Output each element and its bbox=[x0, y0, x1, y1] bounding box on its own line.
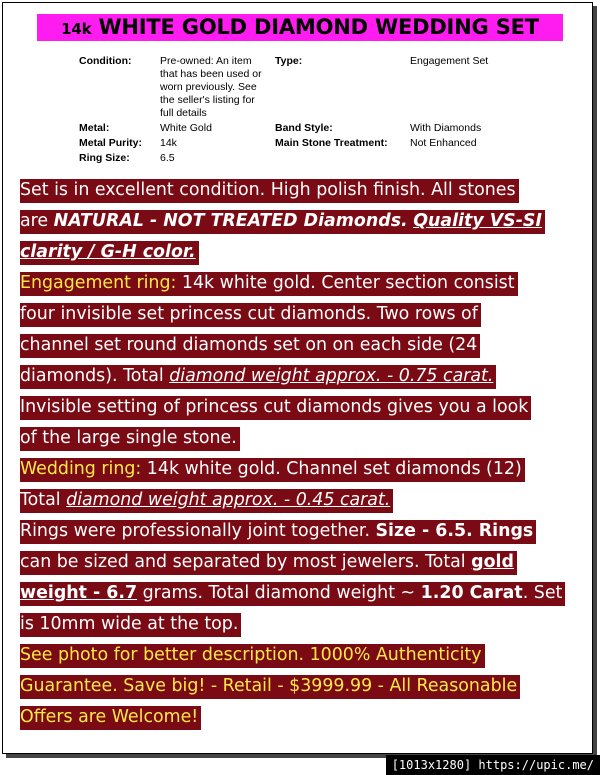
main-stone-treatment-label: Main Stone Treatment: bbox=[275, 137, 388, 149]
desc-text: diamonds). Total bbox=[20, 366, 170, 386]
desc-text-group bbox=[20, 458, 525, 482]
metal-value: White Gold bbox=[160, 122, 212, 134]
desc-text: is 10mm wide at the top. bbox=[20, 613, 241, 637]
clarity-note: clarity / G-H color. bbox=[20, 241, 199, 265]
desc-line bbox=[20, 516, 580, 547]
band-style-value: With Diamonds bbox=[410, 122, 482, 134]
desc-text: four invisible set princess cut diamonds. Two rows of bbox=[20, 303, 481, 327]
desc-line bbox=[20, 702, 580, 733]
desc-line bbox=[20, 578, 580, 609]
promo-text: See photo for better description. 1000% Authenticity bbox=[20, 644, 485, 668]
desc-line bbox=[20, 547, 580, 578]
desc-line bbox=[20, 454, 580, 485]
metal-purity-label: Metal Purity: bbox=[79, 137, 143, 149]
desc-text-group bbox=[20, 365, 496, 389]
desc-text: grams. Total diamond weight ~ bbox=[137, 583, 421, 603]
desc-text-group bbox=[20, 489, 393, 513]
title-main: WHITE GOLD DIAMOND WEDDING SET bbox=[91, 15, 539, 39]
natural-diamonds-note: NATURAL - NOT TREATED Diamonds. bbox=[53, 211, 408, 231]
engagement-ring-label: Engagement ring: bbox=[20, 273, 177, 293]
desc-line bbox=[20, 361, 580, 392]
ring-size-value: 6.5 bbox=[160, 152, 175, 164]
desc-text-group bbox=[20, 272, 518, 296]
ring-size-label: Ring Size: bbox=[79, 152, 130, 164]
engagement-weight-note: diamond weight approx. - 0.75 carat. bbox=[169, 366, 494, 386]
desc-line bbox=[20, 206, 580, 237]
desc-text: Set is in excellent condition. High polish finish. All stones bbox=[20, 179, 519, 203]
desc-line bbox=[20, 423, 580, 454]
condition-line-2: that has been used or bbox=[160, 68, 262, 80]
condition-label: Condition: bbox=[79, 55, 132, 67]
condition-line-5: full details bbox=[160, 107, 207, 119]
desc-text-group bbox=[20, 551, 517, 575]
desc-line bbox=[20, 485, 580, 516]
promo-text: Offers are Welcome! bbox=[20, 706, 201, 730]
desc-text: . Set bbox=[522, 583, 563, 603]
gold-weight-note: gold bbox=[471, 552, 514, 572]
band-style-label: Band Style: bbox=[275, 122, 333, 134]
desc-line bbox=[20, 640, 580, 671]
desc-line bbox=[20, 609, 580, 640]
desc-text-group bbox=[20, 210, 545, 234]
desc-line bbox=[20, 175, 580, 206]
size-note: Size - 6.5. Rings bbox=[375, 521, 534, 541]
desc-text: are bbox=[20, 211, 54, 231]
description bbox=[20, 175, 580, 733]
quality-note: Quality VS-SI bbox=[413, 211, 542, 231]
desc-line bbox=[20, 330, 580, 361]
type-value: Engagement Set bbox=[410, 55, 489, 67]
main-stone-treatment-value: Not Enhanced bbox=[410, 137, 477, 149]
desc-line bbox=[20, 392, 580, 423]
total-carat-note: 1.20 Carat bbox=[420, 583, 523, 603]
desc-line bbox=[20, 237, 580, 268]
desc-text: Rings were professionally joint together. bbox=[20, 521, 376, 541]
title-prefix: 14k bbox=[61, 20, 92, 38]
promo-text: Guarantee. Save big! - Retail - $3999.99 - All Reasonable bbox=[20, 675, 520, 699]
wedding-ring-label: Wedding ring: bbox=[20, 459, 142, 479]
condition-line-3: worn previously. See bbox=[160, 81, 257, 93]
desc-text: can be sized and separated by most jewelers. Total bbox=[20, 552, 472, 572]
gold-weight-value: weight - 6.7 bbox=[20, 583, 138, 603]
desc-line bbox=[20, 671, 580, 702]
desc-line bbox=[20, 268, 580, 299]
page-title bbox=[37, 14, 563, 41]
desc-text: 14k white gold. Channel set diamonds (12) bbox=[141, 459, 522, 479]
condition-line-4: the seller's listing for bbox=[160, 94, 255, 106]
metal-label: Metal: bbox=[79, 122, 110, 134]
desc-text-group bbox=[20, 520, 536, 544]
desc-text-group bbox=[20, 582, 565, 606]
wedding-weight-note: diamond weight approx. - 0.45 carat. bbox=[66, 490, 391, 510]
type-label: Type: bbox=[275, 55, 303, 67]
desc-line bbox=[20, 299, 580, 330]
image-host-watermark: [1013x1280] https://upic.me/ bbox=[386, 755, 600, 775]
desc-text: of the large single stone. bbox=[20, 427, 240, 451]
condition-line-1: Pre-owned: An item bbox=[160, 55, 252, 67]
metal-purity-value: 14k bbox=[160, 137, 177, 149]
desc-text: Invisible setting of princess cut diamonds gives you a look bbox=[20, 396, 531, 420]
desc-text: Total bbox=[20, 490, 67, 510]
desc-text: channel set round diamonds set on on each side (24 bbox=[20, 334, 480, 358]
desc-text: 14k white gold. Center section consist bbox=[176, 273, 515, 293]
